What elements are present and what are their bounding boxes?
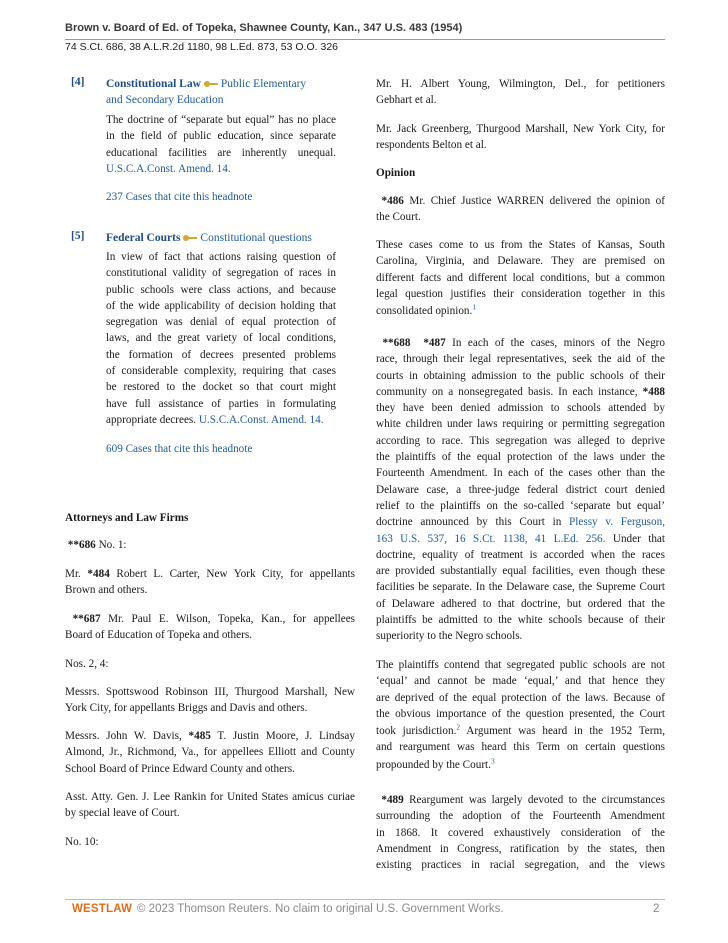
footnote-link[interactable]: 3 xyxy=(490,756,495,766)
paragraph: **687 Mr. Paul E. Wilson, Topeka, Kan., for appellees Board of Education of Topeka and others. xyxy=(65,613,356,642)
section-heading: Opinion xyxy=(376,167,416,179)
footer-divider xyxy=(65,899,665,900)
star-page: *489 xyxy=(381,794,404,806)
copyright-notice: © 2023 Thomson Reuters. No claim to original U.S. Government Works. xyxy=(137,903,504,915)
star-page: *488 xyxy=(642,385,665,398)
paragraph: **688 *487 In each of the cases, minors of the Negro race, through their legal representatives, seek the aid of the courts in obtaining admission to the public schools of their community on a nonsegregated basis. In each instance, *488 they have been denied admission to schools attended by white children under laws requiring or permitting segregation according to race. This segregation was alleged to deprive the plaintiffs of the equal protection of the laws under the Fourteenth Amendment. In each of the cases other than the Delaware case, a three-judge federal district court denied relief to the plaintiffs on the so-called ‘separate but equal’ doctrine announced by this Court in Plessy v. Ferguson, 163 U.S. 537, 16 S.Ct. 1138, 41 L.Ed. 256. Under that doctrine, equality of treatment is accorded when the races are provided substantially equal facilities, even though these facilities be separate. In the Delaware case, the Supreme Court of Delaware adhered to that doctrine, but ordered that the plaintiffs be admitted to the white schools because of their superiority to the Negro schools. xyxy=(376,337,666,643)
header-divider xyxy=(65,39,665,40)
headnote-number[interactable]: [4] xyxy=(71,76,85,88)
headnote-topic-link[interactable]: Constitutional Law xyxy=(106,78,201,90)
paragraph: Nos. 2, 4: xyxy=(65,658,109,670)
key-number-icon xyxy=(204,80,218,88)
westlaw-logo: WESTLAW xyxy=(72,903,133,915)
citing-cases-link[interactable]: 237 Cases that cite this headnote xyxy=(106,191,253,203)
star-page: **687 xyxy=(72,613,101,625)
case-title: Brown v. Board of Ed. of Topeka, Shawnee County, Kan., 347 U.S. 483 (1954) xyxy=(65,22,463,34)
headnote-topic-link[interactable]: Federal Courts xyxy=(106,232,181,244)
star-page: *484 xyxy=(87,568,110,580)
headnote-text: In view of fact that actions raising question of constitutional validity of segregation of races in public schools were class actions, and because of the wide applicability of decision holding that segregation was denial of equal protection of laws, and the great variety of local conditions, the formation of decrees presented problems of considerable complexity, requiring that cases be restored to the docket so that court might have full assistance of parties in formulating appropriate decrees. U.S.C.A.Const. Amend. 14. xyxy=(106,251,336,426)
paragraph: *486 Mr. Chief Justice WARREN delivered the opinion of the Court. xyxy=(376,195,665,224)
paragraph: Mr. H. Albert Young, Wilmington, Del., for petitioners Gebhart et al. xyxy=(376,78,665,107)
headnote-text: The doctrine of “separate but equal” has no place in the field of public education, since separate educational facilities are inherently unequal. U.S.C.A.Const. Amend. 14. xyxy=(106,114,336,175)
headnote-subtopic-link[interactable]: and Secondary Education xyxy=(106,94,224,106)
headnote-subtopic-link[interactable]: Public Elementary xyxy=(220,78,307,90)
paragraph: Asst. Atty. Gen. J. Lee Rankin for United States amicus curiae by special leave of Court. xyxy=(65,791,355,820)
statute-link[interactable]: U.S.C.A.Const. Amend. 14. xyxy=(198,413,324,426)
star-page: *485 xyxy=(188,730,211,742)
case-citation-link[interactable]: Plessy v. Ferguson, xyxy=(569,516,666,529)
case-citation-link[interactable]: 163 U.S. 537, 16 S.Ct. 1138, 41 L.Ed. 256. xyxy=(376,532,606,545)
paragraph: No. 10: xyxy=(65,836,99,848)
paragraph: *489 Reargument was largely devoted to the circumstances surrounding the adoption of the Fourteenth Amendment in 1868. It covered exhaustively consideration of the Amendment in Congress, ratification by the states, then existing practices in racial segregation, and the views xyxy=(376,794,665,872)
paragraph: Messrs. Spottswood Robinson III, Thurgood Marshall, New York City, for appellants Briggs and Davis and others. xyxy=(65,686,355,715)
footnote-link[interactable]: 1 xyxy=(472,302,477,312)
section-heading: Attorneys and Law Firms xyxy=(65,512,189,524)
headnote-subtopic-link[interactable]: Constitutional questions xyxy=(200,232,312,244)
paragraph: These cases come to us from the States of Kansas, South Carolina, Virginia, and Delaware. They are premised on different facts and different local conditions, but a common legal question justifies their consideration together in this consolidated opinion.$^1$ xyxy=(376,239,665,318)
headnote-topic[interactable] xyxy=(106,230,356,246)
paragraph: Mr. Jack Greenberg, Thurgood Marshall, New York City, for respondents Belton et al. xyxy=(376,123,665,152)
statute-link[interactable]: U.S.C.A.Const. Amend. 14. xyxy=(106,162,231,175)
paragraph: Mr. *484 Robert L. Carter, New York City, for appellants Brown and others. xyxy=(65,568,355,597)
page-number: 2 xyxy=(653,903,660,915)
headnote-topic[interactable] xyxy=(106,76,356,108)
star-page: **688 xyxy=(382,337,411,349)
footnote-link[interactable]: 2 xyxy=(456,722,461,732)
paragraph: The plaintiffs contend that segregated public schools are not ‘equal’ and cannot be made ‘equal,’ and that hence they are deprived of the equal protection of the laws. Because of the obvious importance of the question presented, the Court took jurisdiction.$^2$ Argument was heard in the 1952 Term, and reargument was heard this Term on certain questions propounded by the Court.$^3$ xyxy=(376,659,665,771)
star-page: *486 xyxy=(381,195,404,207)
parallel-citations: 74 S.Ct. 686, 38 A.L.R.2d 1180, 98 L.Ed. 873, 53 O.O. 326 xyxy=(65,41,338,53)
headnote-number[interactable]: [5] xyxy=(71,230,85,242)
key-number-icon xyxy=(183,234,197,242)
star-page: *487 xyxy=(423,337,446,349)
paragraph: **686 No. 1: xyxy=(67,539,127,551)
star-page: **686 xyxy=(67,539,96,551)
paragraph: Messrs. John W. Davis, *485 T. Justin Moore, J. Lindsay Almond, Jr., Richmond, Va., for appellees Elliott and County School Board of Prince Edward County and others. xyxy=(65,730,355,775)
citing-cases-link[interactable]: 609 Cases that cite this headnote xyxy=(106,443,253,455)
